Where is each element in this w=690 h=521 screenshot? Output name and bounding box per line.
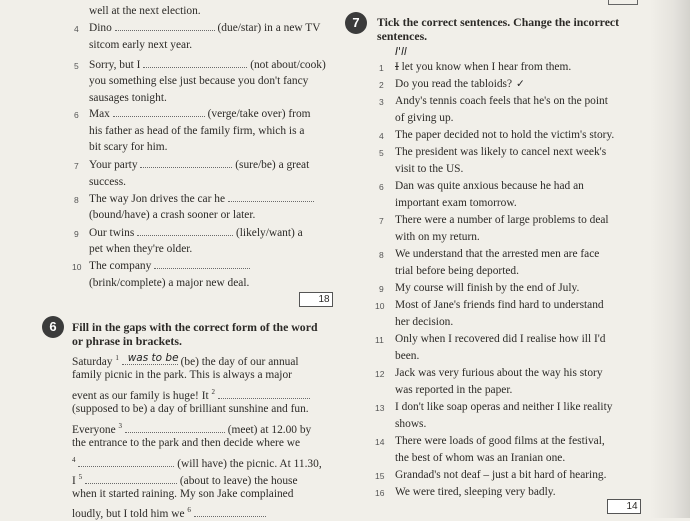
exercise6-heading: Fill in the gaps with the correct form of the word [72, 320, 318, 334]
sentence-text: trial before being deported. [395, 265, 519, 277]
gap-number: 3 [118, 422, 123, 430]
passage-line [72, 453, 322, 471]
item-text: (not about/cook) [250, 59, 326, 71]
sentence-item [395, 77, 525, 91]
answer-gap[interactable] [78, 457, 174, 467]
item-number: 15 [375, 471, 385, 481]
sentence-item [395, 366, 603, 380]
sentence-text: Most of Jane's friends find hard to understand [395, 299, 604, 311]
passage-line [72, 351, 299, 369]
exercise-item [89, 58, 326, 72]
item-number: 12 [375, 369, 385, 379]
text-line: well at the next election. [89, 5, 201, 17]
sentence-text: Only when I recovered did I realise how ill I'd [395, 333, 606, 345]
item-number: 2 [379, 80, 384, 90]
passage-line: when it started raining. My son Jake complained [72, 488, 294, 500]
handwritten-answer: was to be [127, 351, 179, 364]
passage-text: Everyone [72, 423, 116, 436]
sentence-text: The president was likely to cancel next week's [395, 146, 607, 158]
exercise-badge: 6 [42, 316, 64, 338]
score-entry-box[interactable] [607, 499, 625, 514]
sentence-text: There were loads of good films at the festival, [395, 435, 605, 447]
passage-text: I [72, 474, 76, 487]
exercise-item [89, 192, 314, 206]
passage-line: the entrance to the park and then decide where we [72, 437, 301, 449]
exercise-badge: 7 [345, 12, 367, 34]
answer-gap[interactable] [122, 351, 179, 365]
sentence-text: was reported in the paper. [395, 384, 513, 396]
sentence-item [395, 485, 556, 499]
exercise-item [89, 226, 303, 240]
sentence-text: We were tired, sleeping very badly. [395, 486, 556, 498]
gap-number: 5 [78, 473, 83, 481]
sentence-text: shows. [395, 418, 427, 430]
sentence-item [395, 281, 579, 295]
passage-text: Saturday [72, 355, 113, 368]
text-line: pet when they're older. [89, 243, 193, 255]
text-line: bit scary for him. [89, 141, 168, 153]
sentence-item [395, 213, 609, 227]
exercise-item [89, 259, 250, 273]
sentence-continuation [395, 383, 512, 397]
sentence-continuation [395, 451, 565, 465]
passage-text: (meet) at 12.00 by [227, 423, 312, 436]
item-text: Max [89, 108, 110, 120]
passage-line [72, 419, 311, 437]
item-number: 4 [74, 24, 79, 34]
sentence-text: Grandad's not deaf – just a bit hard of hearing. [395, 469, 607, 481]
answer-gap[interactable] [194, 507, 266, 517]
sentence-item [395, 94, 608, 108]
item-number: 7 [74, 161, 79, 171]
sentence-text: the best of whom was an Iranian one. [395, 452, 566, 464]
sentence-continuation [395, 315, 453, 329]
tick-mark-icon: ✓ [516, 78, 525, 90]
passage-text: (will have) the picnic. At 11.30, [177, 457, 322, 470]
item-text: (due/star) in a new TV [217, 22, 321, 34]
item-number: 6 [74, 110, 79, 120]
text-line: success. [89, 176, 127, 188]
gap-number: 2 [211, 388, 216, 396]
sentence-continuation [395, 162, 463, 176]
exercise6-heading: or phrase in brackets. [72, 334, 182, 348]
sentence-text: Dan was quite anxious because he had an [395, 180, 584, 192]
sentence-item [395, 400, 612, 414]
sentence-text: Jack was very furious about the way his story [395, 367, 603, 379]
item-number: 16 [375, 488, 385, 498]
sentence-item [395, 179, 584, 193]
answer-gap[interactable] [125, 423, 225, 433]
item-number: 14 [375, 437, 385, 447]
page-curl-shadow [650, 0, 690, 518]
item-text: The company [89, 260, 152, 272]
sentence-item [395, 60, 571, 74]
sentence-item [395, 247, 599, 261]
item-number: 13 [375, 403, 385, 413]
item-number: 11 [375, 335, 384, 345]
score-entry-box[interactable] [299, 292, 317, 307]
item-number: 7 [379, 216, 384, 226]
sentence-continuation [395, 111, 454, 125]
item-number: 9 [379, 284, 384, 294]
answer-gap[interactable] [113, 107, 205, 117]
item-number: 10 [72, 262, 82, 272]
sentence-text: We understand that the arrested men are face [395, 248, 600, 260]
sentence-text: The paper decided not to hold the victim's story. [395, 129, 615, 141]
struck-word: I [395, 61, 399, 73]
exercise-item [89, 107, 311, 121]
passage-line [72, 385, 310, 403]
sentence-continuation [395, 417, 426, 431]
item-number: 3 [379, 97, 384, 107]
exercise-item [89, 158, 309, 172]
answer-gap[interactable] [85, 474, 177, 484]
score-total: 18 [316, 292, 333, 307]
sentence-item [395, 128, 614, 142]
item-number: 5 [74, 61, 79, 71]
sentence-text: important exam tomorrow. [395, 197, 517, 209]
item-number: 8 [74, 195, 79, 205]
sentence-text: Andy's tennis coach feels that he's on the point [395, 95, 608, 107]
item-number: 1 [379, 63, 384, 73]
text-line: sausages tonight. [89, 92, 167, 104]
item-text: (likely/want) a [235, 227, 303, 239]
text-line: sitcom early next year. [89, 39, 193, 51]
answer-gap[interactable] [154, 259, 250, 269]
gap-number: 4 [72, 456, 76, 464]
text-line: his father as head of the family firm, which is a [89, 125, 305, 137]
score-total: 14 [624, 499, 641, 514]
sentence-continuation [395, 264, 519, 278]
sentence-item [395, 298, 604, 312]
item-number: 5 [379, 148, 384, 158]
item-number: 6 [379, 182, 384, 192]
sentence-continuation [395, 230, 480, 244]
sentence-item [395, 145, 606, 159]
item-text: Our twins [89, 227, 135, 239]
exercise7-heading: Tick the correct sentences. Change the incorrect [377, 15, 620, 29]
item-text: (sure/be) a great [235, 159, 310, 171]
item-number: 8 [379, 250, 384, 260]
exercise7-heading: sentences. [377, 29, 428, 43]
passage-line [72, 470, 298, 488]
sentence-text: let you know when I hear from them. [398, 61, 572, 73]
item-number: 4 [379, 131, 384, 141]
passage-text: (be) the day of our annual [180, 355, 299, 368]
answer-gap[interactable] [218, 389, 310, 399]
answer-gap[interactable] [140, 158, 232, 168]
sentence-item [395, 468, 606, 482]
item-text: Your party [89, 159, 138, 171]
passage-text: loudly, but I told him we [72, 507, 185, 520]
answer-gap[interactable] [228, 192, 314, 202]
passage-text: event as our family is huge! It [72, 389, 209, 402]
text-line: you something else just because you don't fancy [89, 75, 309, 87]
item-number: 10 [375, 301, 385, 311]
sentence-text: There were a number of large problems to deal [395, 214, 609, 226]
item-text: The way Jon drives the car he [89, 193, 226, 205]
sentence-text: her decision. [395, 316, 454, 328]
item-text: (verge/take over) from [207, 108, 311, 120]
exercise-item [89, 21, 320, 35]
sentence-text: been. [395, 350, 420, 362]
sentence-continuation [395, 196, 517, 210]
passage-line [72, 503, 266, 521]
gap-number: 1 [115, 354, 119, 362]
text-line: (brink/complete) a major new deal. [89, 277, 250, 289]
answer-gap[interactable] [137, 226, 233, 236]
sentence-text: Do you read the tabloids? [395, 78, 513, 90]
handwritten-correction: I'll [395, 46, 407, 58]
sentence-text: I don't like soap operas and neither I like reality [395, 401, 613, 413]
sentence-item [395, 332, 606, 346]
sentence-text: of giving up. [395, 112, 454, 124]
sentence-continuation [395, 349, 419, 363]
sentence-text: with on my return. [395, 231, 480, 243]
item-text: Dino [89, 22, 112, 34]
gap-number: 6 [187, 506, 191, 514]
sentence-text: My course will finish by the end of July. [395, 282, 580, 294]
sentence-item [395, 434, 605, 448]
passage-text: (about to leave) the house [179, 474, 298, 487]
passage-line: (supposed to be) a day of brilliant sunshine and fun. [72, 403, 309, 415]
text-line: (bound/have) a crash sooner or later. [89, 209, 256, 221]
passage-line: family picnic in the park. This is always a major [72, 369, 292, 381]
score-box-top-edge [608, 0, 638, 5]
answer-gap[interactable] [143, 58, 247, 68]
item-number: 9 [74, 229, 79, 239]
answer-gap[interactable] [115, 21, 215, 31]
sentence-text: visit to the US. [395, 163, 464, 175]
item-text: Sorry, but I [89, 59, 141, 71]
